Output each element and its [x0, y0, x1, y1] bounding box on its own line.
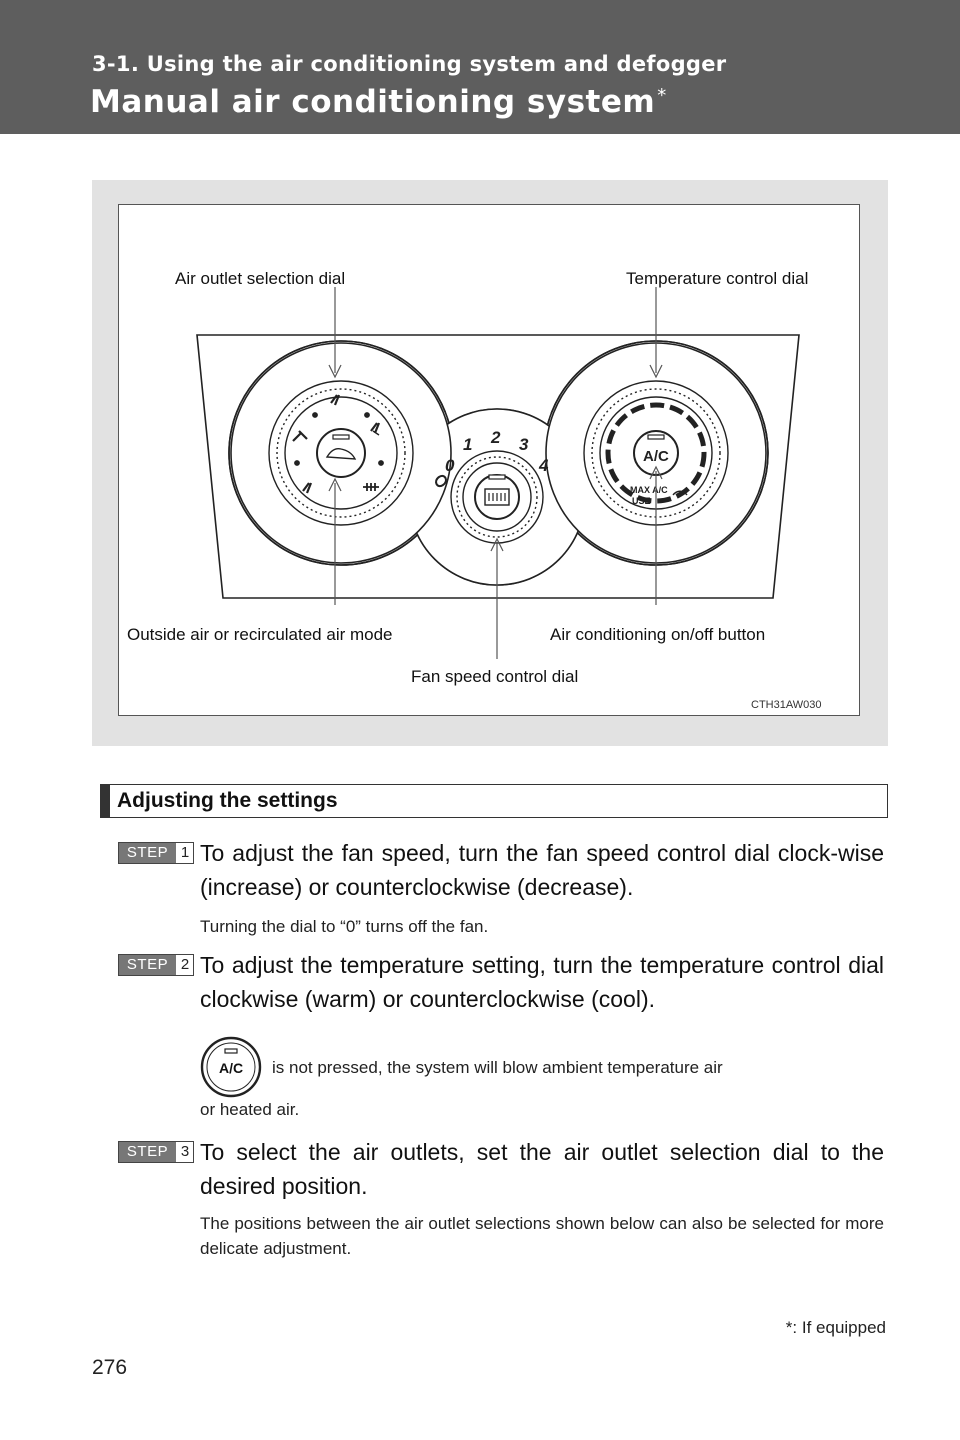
footnote: *: If equipped [785, 1318, 886, 1337]
fan-number-4: 4 [539, 456, 549, 475]
step-1-badge [118, 842, 194, 864]
figure-code: CTH31AW030 [751, 699, 822, 711]
step-number: 3 [180, 1143, 190, 1160]
step-2-note-line-1: is not pressed, the system will blow ambient temperature air [272, 1058, 723, 1077]
max-ac-label: MAX A/C [630, 485, 668, 495]
step-3-note: The positions between the air outlet selections shown below can also be selected for more delicate adjustment. [200, 1214, 884, 1258]
ac-button-icon [200, 1036, 262, 1098]
step-2-note-line-2: or heated air. [200, 1100, 300, 1119]
step-1-note: Turning the dial to “0” turns off the fan. [200, 917, 489, 936]
equipped-asterisk: * [657, 84, 667, 106]
step-number: 2 [180, 956, 190, 973]
fan-number-0: 0 [445, 456, 455, 475]
fan-number-3: 3 [519, 435, 529, 454]
step-1-text: To adjust the fan speed, turn the fan speed control dial clock-wise (increase) or counterclockwise (decrease). [200, 840, 884, 900]
section-title: 3-1. Using the air conditioning system and defogger [92, 52, 727, 76]
callout-outside-recirc: Outside air or recirculated air mode [127, 625, 393, 644]
callout-temperature-dial: Temperature control dial [626, 269, 809, 288]
step-number: 1 [180, 844, 190, 861]
callout-air-outlet-dial: Air outlet selection dial [175, 269, 346, 288]
step-word: STEP [119, 843, 176, 863]
fan-number-2: 2 [491, 428, 501, 447]
callout-fan-speed-dial: Fan speed control dial [411, 667, 579, 686]
callout-ac-button: Air conditioning on/off button [550, 625, 766, 644]
step-2-text: To adjust the temperature setting, turn the temperature control dial clockwise (warm) or counterclockwise (cool). [200, 952, 884, 1012]
page-header [0, 0, 960, 134]
subheading: Adjusting the settings [117, 789, 338, 812]
step-word: STEP [119, 955, 176, 975]
page-title-text: Manual air conditioning system [90, 84, 656, 120]
page-title [90, 84, 667, 120]
ac-label: A/C [643, 448, 669, 465]
subheading-box [100, 784, 888, 818]
step-word: STEP [119, 1142, 176, 1162]
page-number: 276 [92, 1356, 128, 1379]
subheading-bar [101, 785, 110, 817]
step-3-badge [118, 1141, 194, 1163]
step-2-badge [118, 954, 194, 976]
ac-button-label: A/C [219, 1060, 244, 1076]
step-3-text: To select the air outlets, set the air outlet selection dial to the desired position. [200, 1139, 884, 1199]
use-label: USE [632, 496, 651, 506]
control-panel-figure [118, 204, 860, 716]
fan-number-1: 1 [463, 435, 473, 454]
